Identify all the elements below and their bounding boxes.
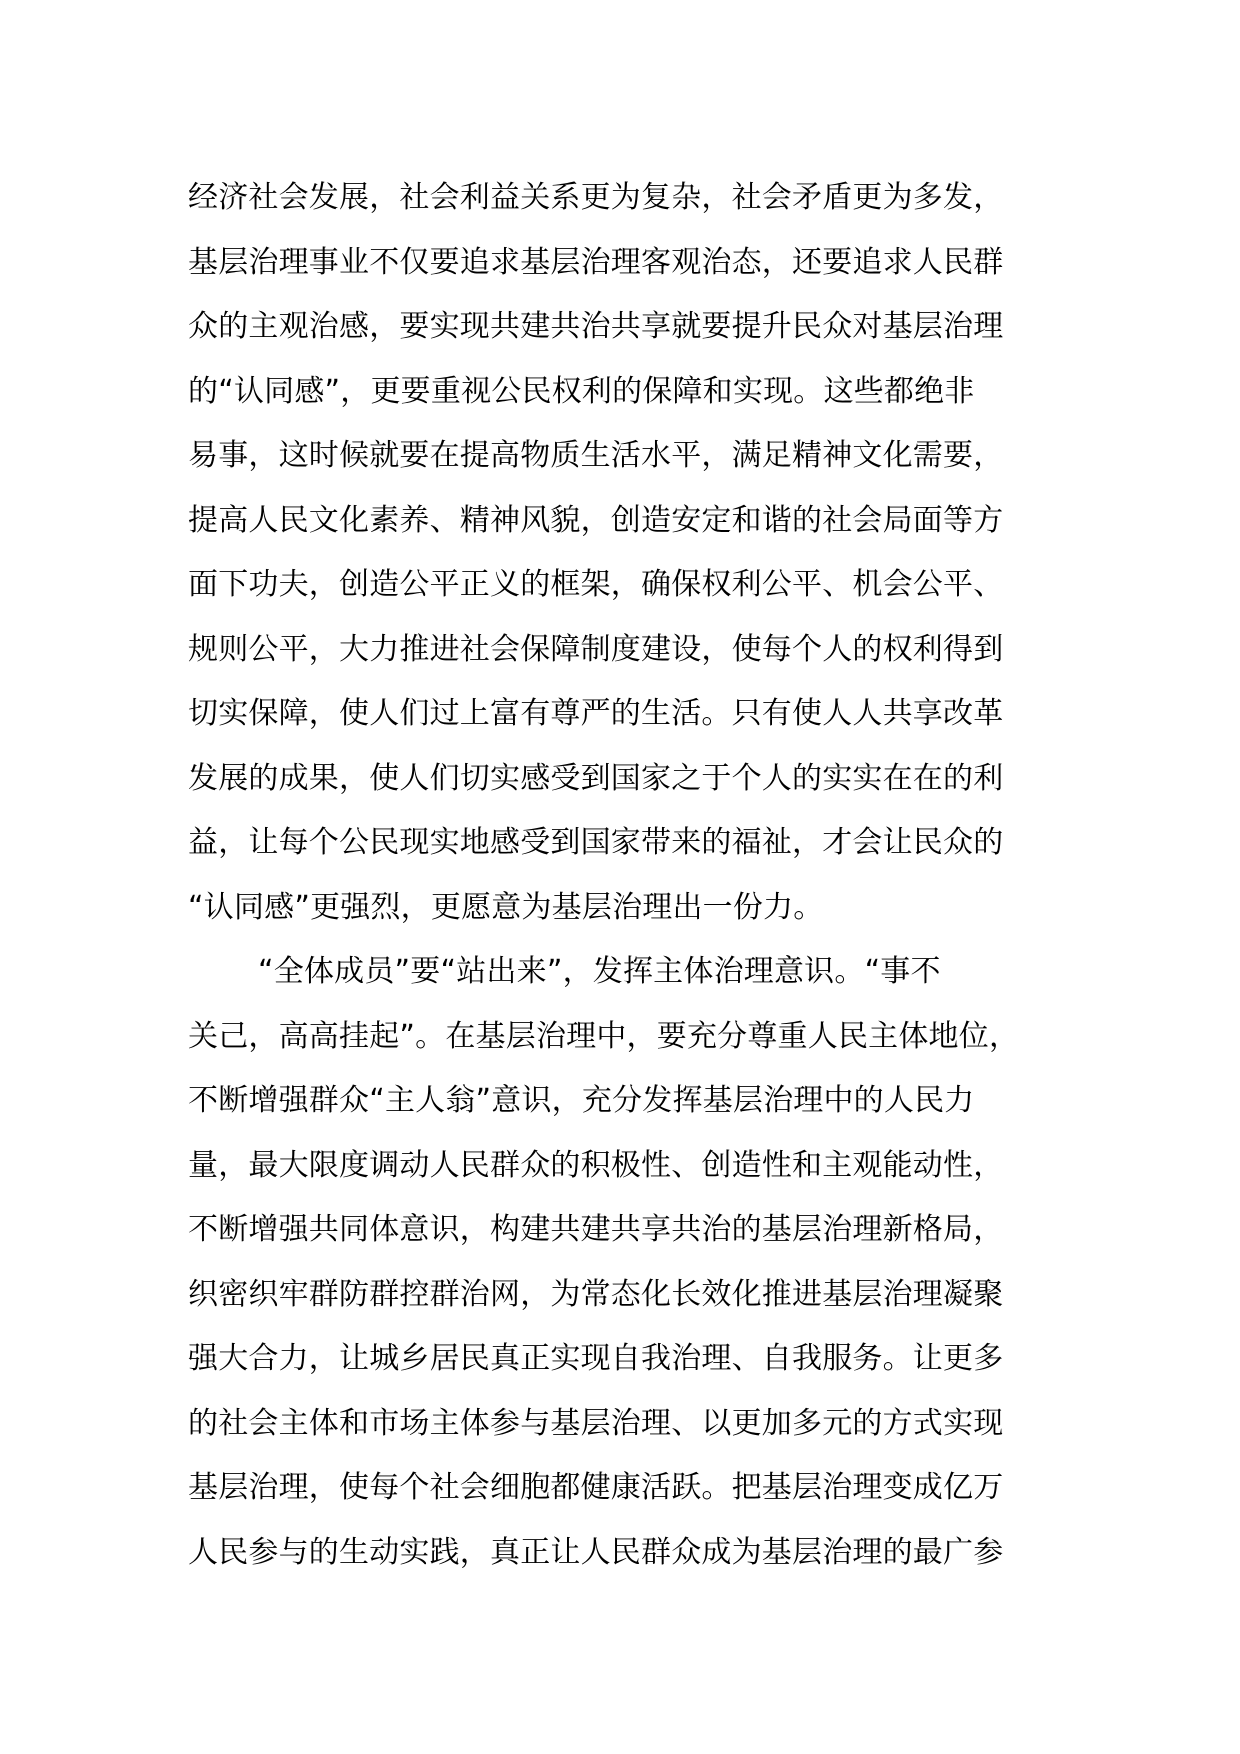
text-line: 基层治理事业不仅要追求基层治理客观治态，还要追求人民群 xyxy=(188,244,1004,280)
text-line: 不断增强群众“主人翁”意识，充分发挥基层治理中的人民力 xyxy=(188,1083,975,1118)
text-line: 强大合力，让城乡居民真正实现自我治理、自我服务。让更多 xyxy=(188,1341,1004,1376)
text-line: 人民参与的生动实践，真正让人民群众成为基层治理的最广参 xyxy=(188,1534,1004,1570)
text-line: 面下功夫，创造公平正义的框架，确保权利公平、机会公平、 xyxy=(188,567,1004,602)
text-line: 提高人民文化素养、精神风貌，创造安定和谐的社会局面等方 xyxy=(188,502,1004,538)
text-line: 切实保障，使人们过上富有尊严的生活。只有使人人共享改革 xyxy=(188,696,1004,731)
text-line: 织密织牢群防群控群治网，为常态化长效化推进基层治理凝聚 xyxy=(188,1276,1004,1312)
text-line: 不断增强共同体意识，构建共建共享共治的基层治理新格局， xyxy=(188,1212,1004,1247)
text-line: 发展的成果，使人们切实感受到国家之于个人的实实在在的利 xyxy=(188,760,1004,796)
text-line: 规则公平，大力推进社会保障制度建设，使每个人的权利得到 xyxy=(188,631,1004,667)
text-line: 众的主观治感，要实现共建共治共享就要提升民众对基层治理 xyxy=(188,309,1004,344)
paragraph-start-line: “全体成员”要“站出来”，发挥主体治理意识。“事不 xyxy=(258,954,941,989)
text-line: 经济社会发展，社会利益关系更为复杂，社会矛盾更为多发， xyxy=(188,180,1004,215)
text-line: 量，最大限度调动人民群众的积极性、创造性和主观能动性， xyxy=(188,1147,1004,1183)
text-line: 的“认同感”，更要重视公民权利的保障和实现。这些都绝非 xyxy=(188,373,975,409)
body-text xyxy=(188,166,1078,1585)
text-line: 益，让每个公民现实地感受到国家带来的福祉，才会让民众的 xyxy=(188,825,1004,860)
text-line: 基层治理，使每个社会细胞都健康活跃。把基层治理变成亿万 xyxy=(188,1470,1004,1505)
text-line: 易事，这时候就要在提高物质生活水平，满足精神文化需要， xyxy=(188,438,1004,473)
text-line: 关己，高高挂起”。在基层治理中，要充分尊重人民主体地位， xyxy=(188,1018,1020,1054)
text-line: 的社会主体和市场主体参与基层治理、以更加多元的方式实现 xyxy=(188,1405,1004,1441)
text-line: “认同感”更强烈，更愿意为基层治理出一份力。 xyxy=(188,889,824,925)
